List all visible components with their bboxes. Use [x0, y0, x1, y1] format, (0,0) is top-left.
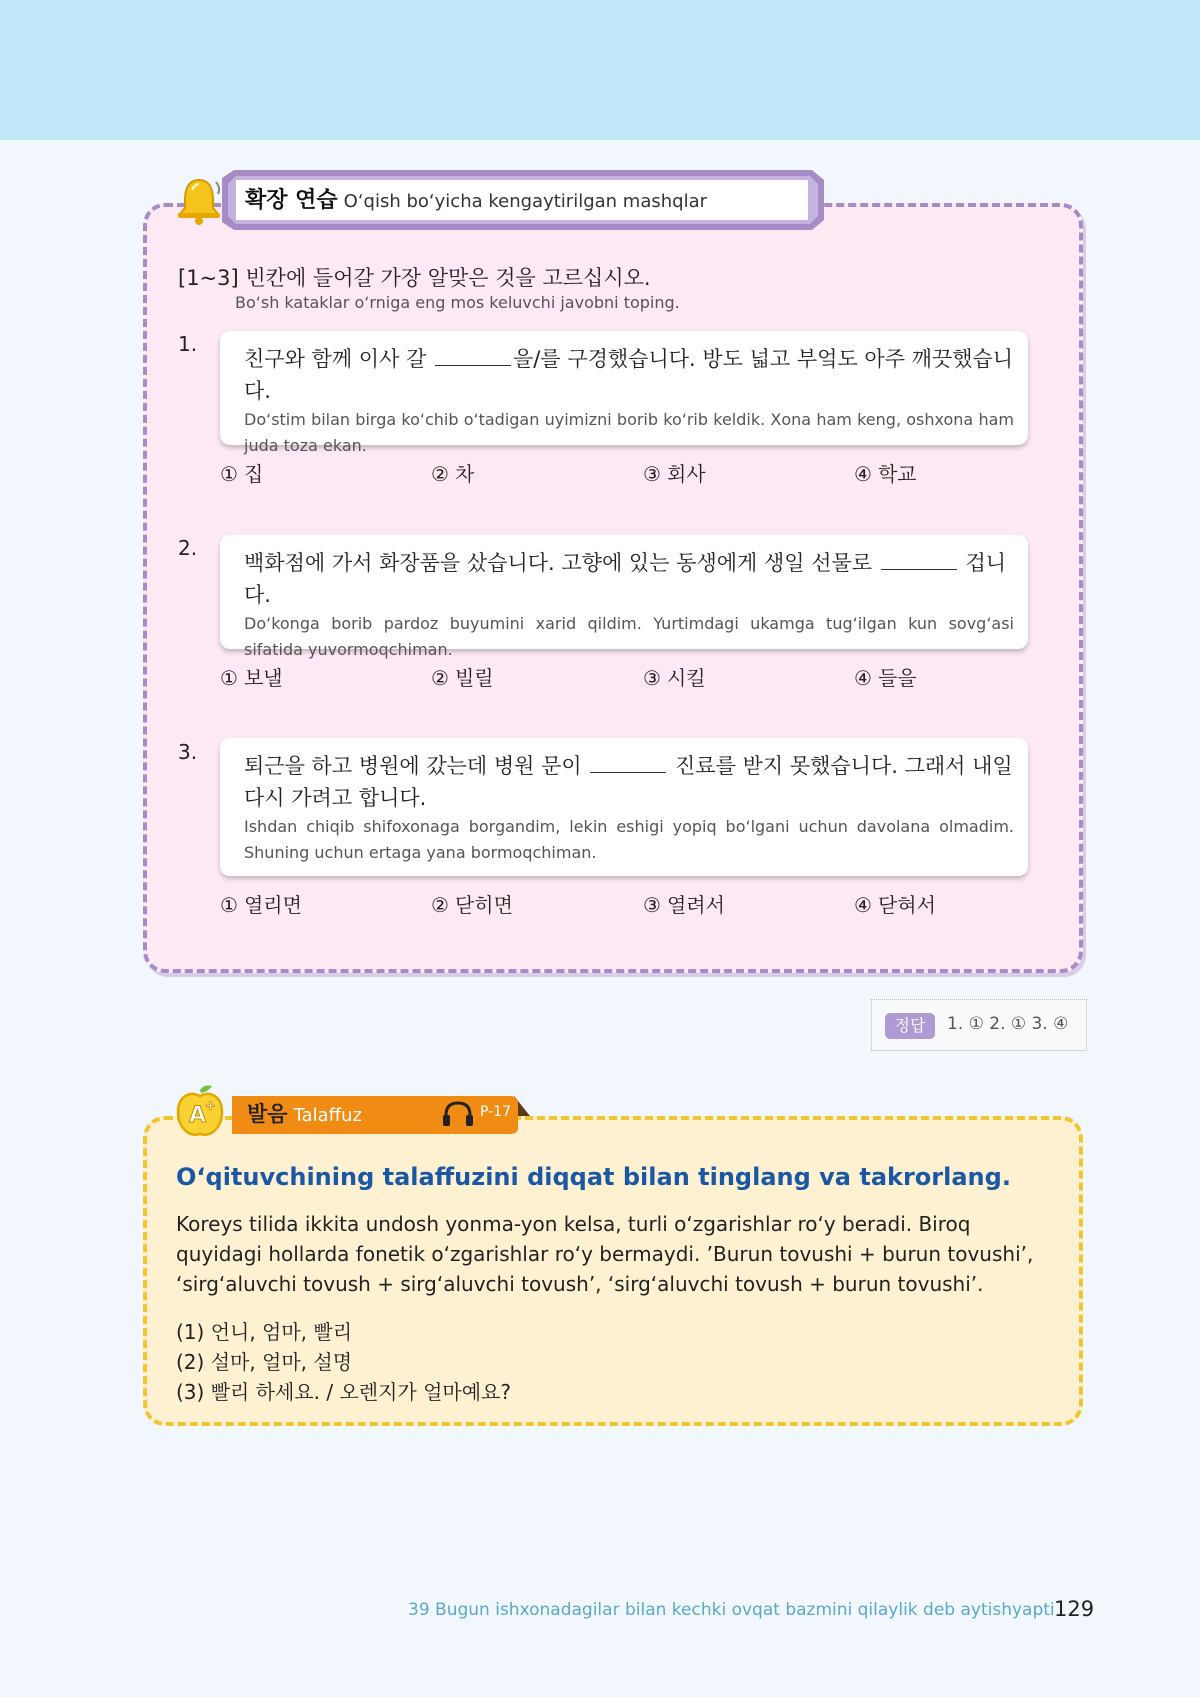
answer-blank	[435, 347, 511, 366]
text-after-blank: 을/를 구경했습니다. 방도 넓고 부엌도 아주 깨끗했습니다.	[244, 347, 1014, 403]
question-number: 1.	[178, 332, 198, 356]
option-1[interactable]	[220, 889, 302, 918]
option-mark: ④	[854, 462, 872, 486]
pronunciation-label	[247, 1100, 362, 1128]
question-text-ko	[244, 547, 1014, 611]
audio-track-ref[interactable]: P-17	[480, 1104, 512, 1120]
section-title	[245, 186, 707, 216]
option-mark: ①	[220, 893, 238, 917]
option-3[interactable]	[643, 662, 706, 691]
option-mark: ③	[643, 666, 661, 690]
page-number: 129	[1054, 1597, 1095, 1621]
option-2[interactable]	[431, 662, 494, 691]
question-text-uz: Do‘konga borib pardoz buyumini xarid qildim. Yurtimdagi ukamga tug‘ilgan kun sovg‘asi sifatida yuvormoqchiman.	[244, 614, 1014, 659]
option-text: 들을	[877, 666, 917, 690]
option-4[interactable]	[854, 458, 917, 487]
example-1: (1) 언니, 엄마, 빨리	[176, 1320, 353, 1344]
option-mark: ③	[643, 893, 661, 917]
bell-icon	[174, 176, 224, 226]
option-mark: ②	[431, 893, 449, 917]
apple-icon	[174, 1084, 226, 1140]
question-text-uz: Do‘stim bilan birga ko‘chib o‘tadigan uyimizni borib ko‘rib keldik. Xona ham keng, oshxona ham juda toza ekan.	[244, 410, 1014, 455]
options-row	[220, 889, 1040, 919]
svg-text:+: +	[205, 1099, 216, 1114]
option-1[interactable]	[220, 458, 263, 487]
headphone-icon[interactable]	[441, 1100, 475, 1128]
option-text: 빌릴	[454, 666, 494, 690]
answer-blank	[590, 754, 666, 773]
instruction-ko: [1~3] 빈칸에 들어갈 가장 알맞은 것을 고르십시오.	[178, 266, 651, 290]
text-before-blank: 친구와 함께 이사 갈	[244, 347, 433, 371]
text-before-blank: 백화점에 가서 화장품을 샀습니다. 고향에 있는 동생에게 생일 선물로	[244, 551, 879, 575]
question-card-2	[220, 535, 1028, 659]
option-3[interactable]	[643, 458, 706, 487]
option-text: 닫히면	[454, 893, 513, 917]
answer-key-badge: 정답	[885, 1013, 935, 1039]
text-after-blank: 겁니다.	[244, 551, 1007, 607]
option-mark: ②	[431, 666, 449, 690]
instruction-uz: Bo‘sh kataklar o‘rniga eng mos keluvchi javobni toping.	[235, 293, 680, 312]
svg-text:A: A	[189, 1103, 207, 1128]
option-mark: ④	[854, 666, 872, 690]
option-text: 회사	[666, 462, 706, 486]
option-mark: ①	[220, 666, 238, 690]
answer-key-text: 1. ① 2. ① 3. ④	[947, 1014, 1069, 1034]
lesson-title-footer: 39 Bugun ishxonadagilar bilan kechki ovqat bazmini qilaylik deb aytishyapti	[408, 1600, 1055, 1620]
pronunciation-title: O‘qituvchining talaffuzini diqqat bilan tinglang va takrorlang.	[176, 1163, 1011, 1191]
pronunciation-body: Koreys tilida ikkita undosh yonma-yon kelsa, turli o‘zgarishlar ro‘y beradi. Biroq quyidagi hollarda fonetik o‘zgarishlar ro‘y bermaydi. ’Burun tovushi + burun tovushi’, ‘sirg‘aluvchi tovush + sirg‘aluvchi tovush’, ‘sirg‘aluvchi tovush + burun tovushi’.	[176, 1212, 1034, 1296]
option-mark: ①	[220, 462, 238, 486]
question-number: 3.	[178, 740, 198, 764]
options-row	[220, 662, 1040, 692]
question-number: 2.	[178, 536, 198, 560]
text-after-blank: 진료를 받지 못했습니다. 그래서 내일 다시 가려고 합니다.	[244, 754, 1013, 810]
option-text: 보낼	[243, 666, 283, 690]
question-text-ko	[244, 750, 1014, 814]
options-row	[220, 458, 1040, 488]
answer-blank	[881, 551, 957, 570]
option-text: 차	[454, 462, 475, 486]
top-color-band	[0, 0, 1200, 140]
pronunciation-label-ko: 발음	[247, 1102, 288, 1126]
option-text: 열리면	[243, 893, 302, 917]
example-2: (2) 설마, 얼마, 설명	[176, 1350, 353, 1374]
option-text: 학교	[877, 462, 917, 486]
section-title-ko: 확장 연습	[245, 188, 338, 213]
answer-key	[871, 999, 1087, 1051]
option-2[interactable]	[431, 458, 474, 487]
question-card-1	[220, 331, 1028, 455]
option-4[interactable]	[854, 889, 936, 918]
option-text: 열려서	[666, 893, 725, 917]
question-card-3	[220, 738, 1028, 876]
option-text: 집	[243, 462, 264, 486]
option-text: 시킬	[666, 666, 706, 690]
text-before-blank: 퇴근을 하고 병원에 갔는데 병원 문이	[244, 754, 589, 778]
example-3: (3) 빨리 하세요. / 오렌지가 얼마예요?	[176, 1380, 511, 1404]
option-1[interactable]	[220, 662, 283, 691]
option-mark: ④	[854, 893, 872, 917]
option-mark: ③	[643, 462, 661, 486]
option-2[interactable]	[431, 889, 513, 918]
pronunciation-label-uz: Talaffuz	[293, 1105, 362, 1126]
question-text-uz: Ishdan chiqib shifoxonaga borgandim, lekin eshigi yopiq bo‘lgani uchun davolana olmadim. Shuning uchun ertaga yana bormoqchiman.	[244, 817, 1014, 862]
option-mark: ②	[431, 462, 449, 486]
option-4[interactable]	[854, 662, 917, 691]
option-text: 닫혀서	[877, 893, 936, 917]
question-text-ko	[244, 343, 1014, 407]
option-3[interactable]	[643, 889, 725, 918]
section-title-uz: O‘qish bo‘yicha kengaytirilgan mashqlar	[343, 191, 707, 212]
